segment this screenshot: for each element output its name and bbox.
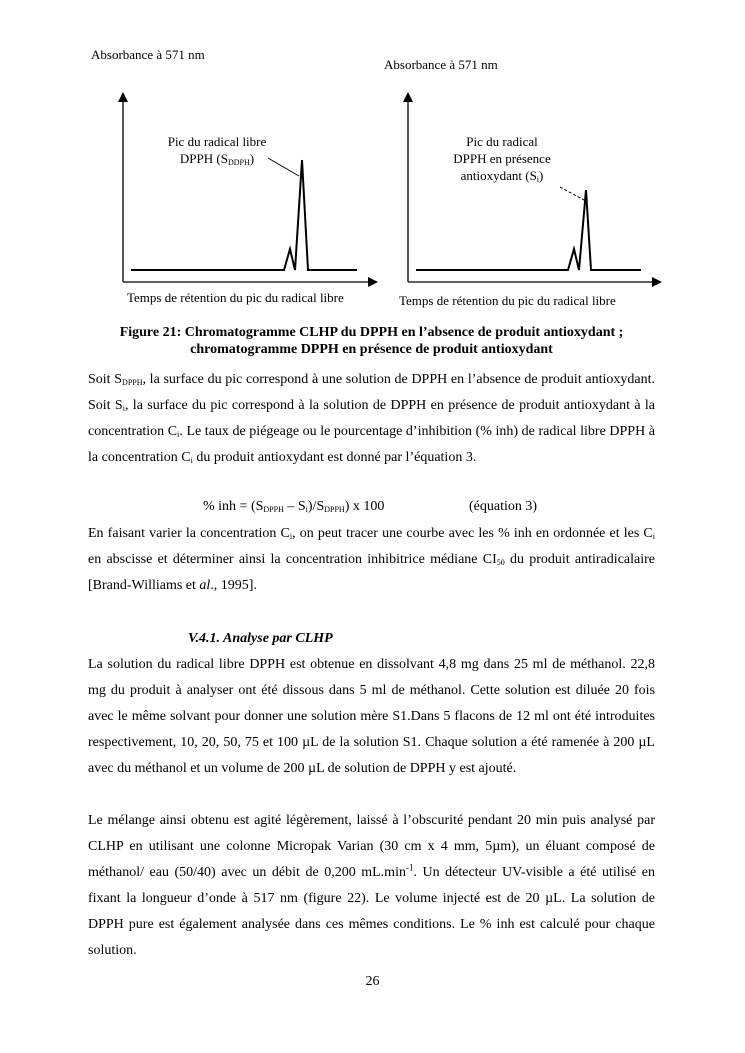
left-peak-annotation: Pic du radical libre DPPH $(S_{DDPH})$ [167, 134, 267, 167]
equation-3: % inh = $(S_{DPPH} - S_i)/S_{DPPH}$) x 100 [203, 499, 385, 514]
figure-caption: Figure 21: Chromatogramme CLHP du DPPH en l’absence de produit antioxydant ; chromatogramme DPPH en présence de produit antioxydant [119, 325, 624, 357]
left-y-axis-label: Absorbance à 571 nm [91, 47, 205, 62]
left-chromatogram-trace [131, 160, 357, 270]
left-x-axis-label: Temps de rétention du pic du radical libre [127, 290, 344, 305]
paragraph-hplc-conditions: Le mélange ainsi obtenu est agité légèrement, laissé à l’obscurité pendant 20 min puis analysé par CLHP en utilisant une colonne Micropak Varian (30 cm x 4 mm, 5µm), un éluant composé de méthanol/ eau (50/40) avec un débit de 0,200 $mL.\min^{-1}$. Un détecteur UV-visible a été utilisé en fixant la longueur d’onde à 517 nm (figure 22). Le volume injecté est de 20 µL. La solution de DPPH pure est également analysée dans ces mêmes conditions. Le % inh est calculé pour chaque solution. [88, 813, 655, 958]
paragraph-peak-surface: Soit $S_{DPPH}$, la surface du pic correspond à une solution de DPPH en l’absence de produit antioxydant. Soit $S_i$, la surface du pic correspond à la solution de DPPH en présence de produit antioxydant à la concentration $C_i$. Le taux de piégeage ou le pourcentage d’inhibition (% inh) de radical libre DPPH à la concentration $C_i$ du produit antioxydant est donné par l’équation 3. [88, 372, 656, 465]
right-peak-annotation: Pic du radical DPPH en présence antioxydant $(S_i)$ [453, 134, 551, 184]
right-chromatogram-trace [416, 190, 641, 270]
paragraph-ci50: En faisant varier la concentration $C_i$, on peut tracer une courbe avec les % inh en ordonnée et les $C_i$ en abscisse et déterminer ainsi la concentration inhibitrice médiane $CI_{50}$ du produit antiradicalaire [Brand-Williams et al., 1995]. [88, 526, 656, 593]
right-x-axis-label: Temps de rétention du pic du radical libre [399, 293, 616, 308]
section-heading: V.4.1. Analyse par CLHP [188, 631, 333, 646]
right-annotation-pointer [560, 187, 584, 200]
right-y-axis-label: Absorbance à 571 nm [384, 57, 498, 72]
chromatogram-drawings [0, 0, 745, 300]
page-number: 26 [365, 974, 380, 989]
equation-label: (équation 3) [469, 499, 538, 514]
paragraph-hplc-preparation: La solution du radical libre DPPH est obtenue en dissolvant 4,8 mg dans 25 ml de méthanol. 22,8 mg du produit à analyser ont été dissous dans 5 ml de méthanol. Cette solution est diluée 20 fois avec le même solvant pour donner une solution mère S1.Dans 5 flacons de 12 ml ont été introduites respectivement, 10, 20, 50, 75 et 100 µL de la solution S1. Chaque solution a été ramenée à 200 µL avec du méthanol et un volume de 200 µL de solution de DPPH y est ajouté. [88, 657, 655, 776]
